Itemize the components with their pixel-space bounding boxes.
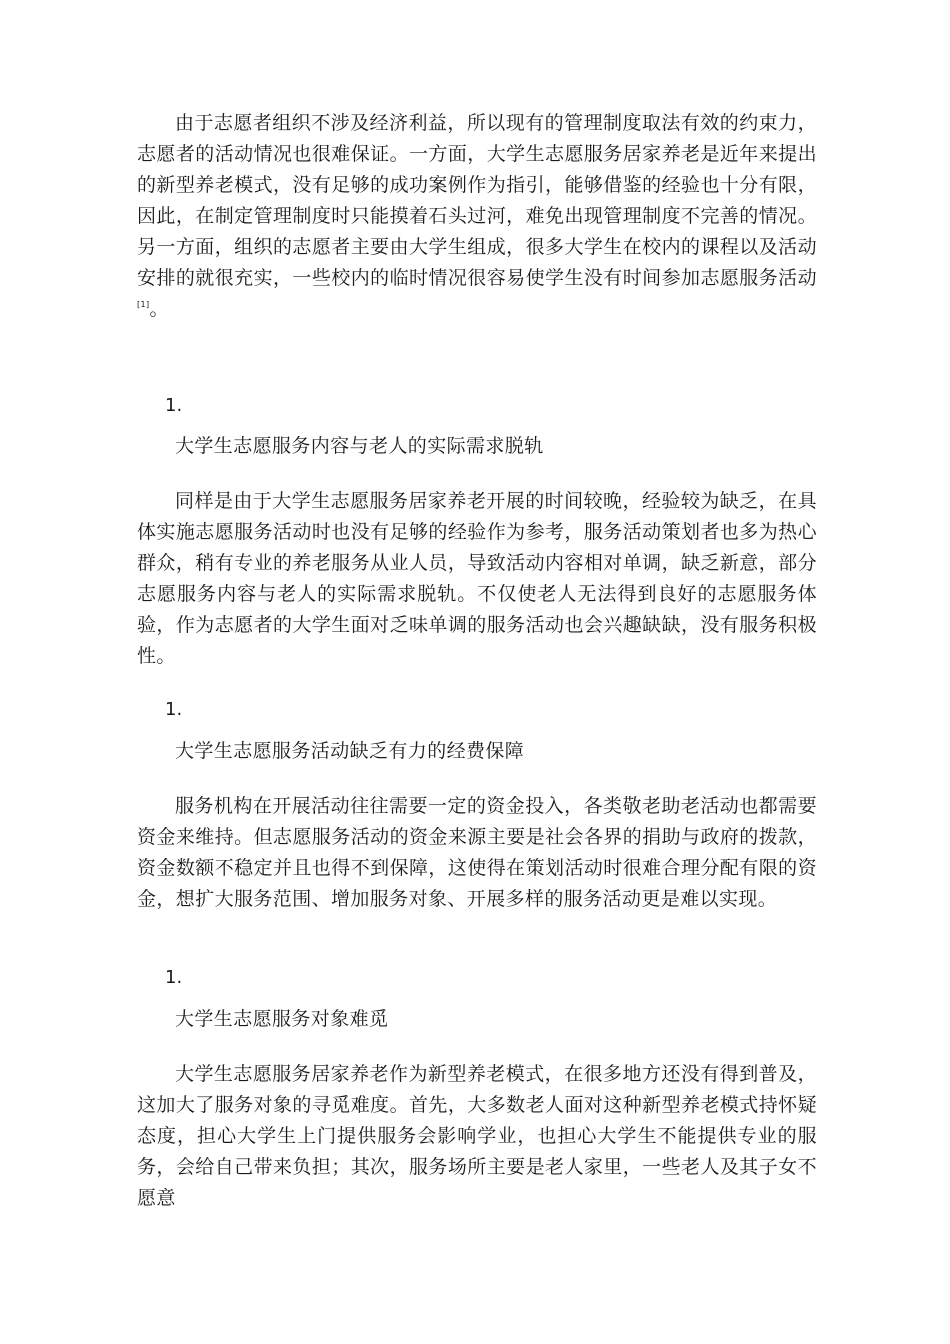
body-paragraph-funding: [137, 791, 817, 915]
body-paragraph-management: [137, 108, 817, 325]
section-number: 1.: [165, 699, 183, 720]
paragraph-text: 由于志愿者组织不涉及经济利益，所以现有的管理制度取法有效的约束力，志愿者的活动情况也很难保证。一方面，大学生志愿服务居家养老是近年来提出的新型养老模式，没有足够的成功案例作为指引，能够借鉴的经验也十分有限，因此，在制定管理制度时只能摸着石头过河，难免出现管理制度不完善的情况。另一方面，组织的志愿者主要由大学生组成，很多大学生在校内的课程以及活动安排的就很充实，一些校内的临时情况很容易使学生没有时间参加志愿服务活动: [137, 112, 817, 289]
citation-reference: [1]: [137, 300, 150, 309]
paragraph-text: 大学生志愿服务居家养老作为新型养老模式，在很多地方还没有得到普及，这加大了服务对象的寻觅难度。首先，大多数老人面对这种新型养老模式持怀疑态度，担心大学生上门提供服务会影响学业，也担心大学生不能提供专业的服务，会给自己带来负担；其次，服务场所主要是老人家里，一些老人及其子女不愿意: [137, 1063, 817, 1209]
paragraph-text: 同样是由于大学生志愿服务居家养老开展的时间较晚，经验较为缺乏，在具体实施志愿服务活动时也没有足够的经验作为参考，服务活动策划者也多为热心群众，稍有专业的养老服务从业人员，导致活动内容相对单调，缺乏新意，部分志愿服务内容与老人的实际需求脱轨。不仅使老人无法得到良好的志愿服务体验，作为志愿者的大学生面对乏味单调的服务活动也会兴趣缺缺，没有服务积极性。: [137, 490, 817, 667]
body-paragraph-content-mismatch: [137, 486, 817, 672]
section-number: 1.: [165, 395, 183, 416]
section-heading-funding: 大学生志愿服务活动缺乏有力的经费保障: [175, 740, 525, 762]
body-paragraph-service-recipients: [137, 1059, 817, 1214]
paragraph-text: 服务机构在开展活动往往需要一定的资金投入，各类敬老助老活动也都需要资金来维持。但志愿服务活动的资金来源主要是社会各界的捐助与政府的拨款，资金数额不稳定并且也得不到保障，这使得在策划活动时很难合理分配有限的资金，想扩大服务范围、增加服务对象、开展多样的服务活动更是难以实现。: [137, 795, 817, 910]
paragraph-end-punctuation: 。: [149, 298, 169, 320]
section-heading-content-mismatch: 大学生志愿服务内容与老人的实际需求脱轨: [175, 435, 544, 457]
section-number: 1.: [165, 967, 183, 988]
section-heading-service-recipients: 大学生志愿服务对象难觅: [175, 1008, 389, 1030]
